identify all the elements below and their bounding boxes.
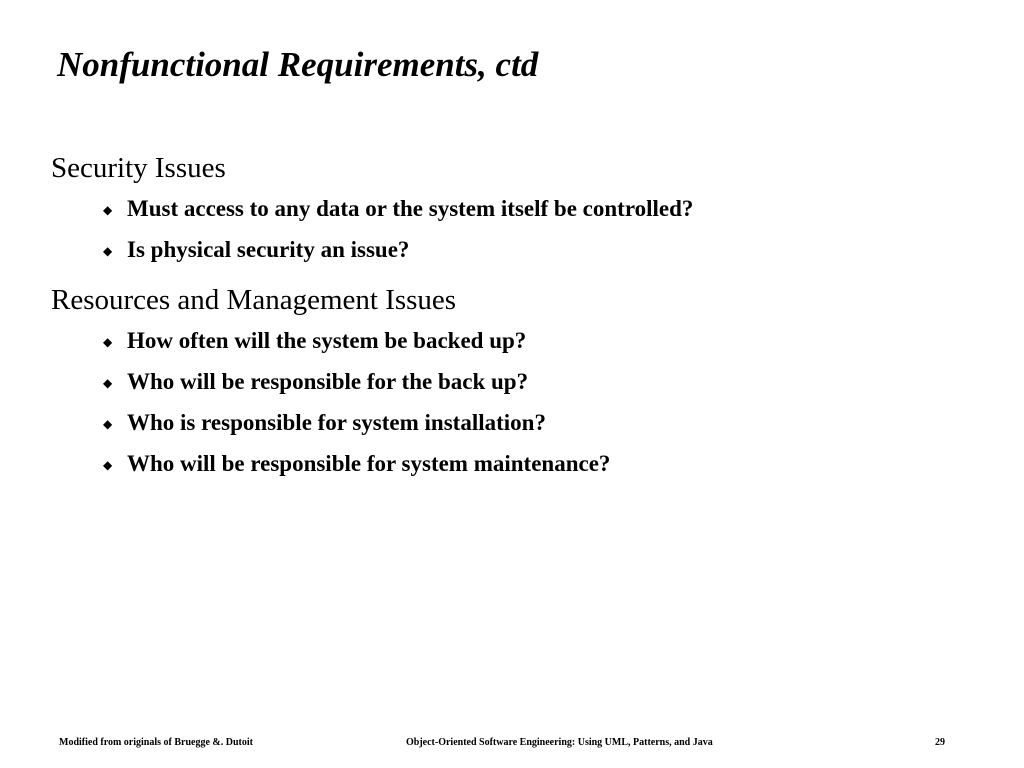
security-issues-list (51, 194, 991, 276)
list-item-text: Who is responsible for system installation? (127, 410, 546, 435)
list-item-text: Is physical security an issue? (127, 237, 410, 262)
page-number: 29 (935, 737, 945, 748)
diamond-bullet-icon: ◆ (103, 376, 113, 390)
security-issues-section (51, 148, 991, 276)
slide-title: Nonfunctional Requirements, ctd (57, 45, 539, 84)
footer-course-title: Object-Oriented Software Engineering: Using UML, Patterns, and Java (406, 737, 713, 748)
list-item-text: How often will the system be backed up? (127, 328, 527, 353)
diamond-bullet-icon: ◆ (103, 244, 113, 258)
diamond-bullet-icon: ◆ (103, 203, 113, 217)
resources-management-heading: Resources and Management Issues (51, 284, 457, 316)
list-item-text: Who will be responsible for the back up? (127, 369, 529, 394)
slide-footer (59, 733, 949, 753)
list-item-text: Who will be responsible for system maintenance? (127, 451, 611, 476)
resources-management-section (51, 280, 991, 490)
list-item (103, 326, 991, 367)
diamond-bullet-icon: ◆ (103, 335, 113, 349)
list-item (103, 367, 991, 408)
list-item-text: Must access to any data or the system itself be controlled? (127, 196, 694, 221)
list-item (103, 408, 991, 449)
list-item (103, 235, 991, 276)
footer-credit: Modified from originals of Bruegge &. Dutoit (59, 737, 253, 748)
resources-management-list (51, 326, 991, 490)
slide-content (51, 148, 991, 494)
diamond-bullet-icon: ◆ (103, 417, 113, 431)
security-issues-heading: Security Issues (51, 152, 226, 184)
list-item (103, 449, 991, 490)
list-item (103, 194, 991, 235)
diamond-bullet-icon: ◆ (103, 458, 113, 472)
